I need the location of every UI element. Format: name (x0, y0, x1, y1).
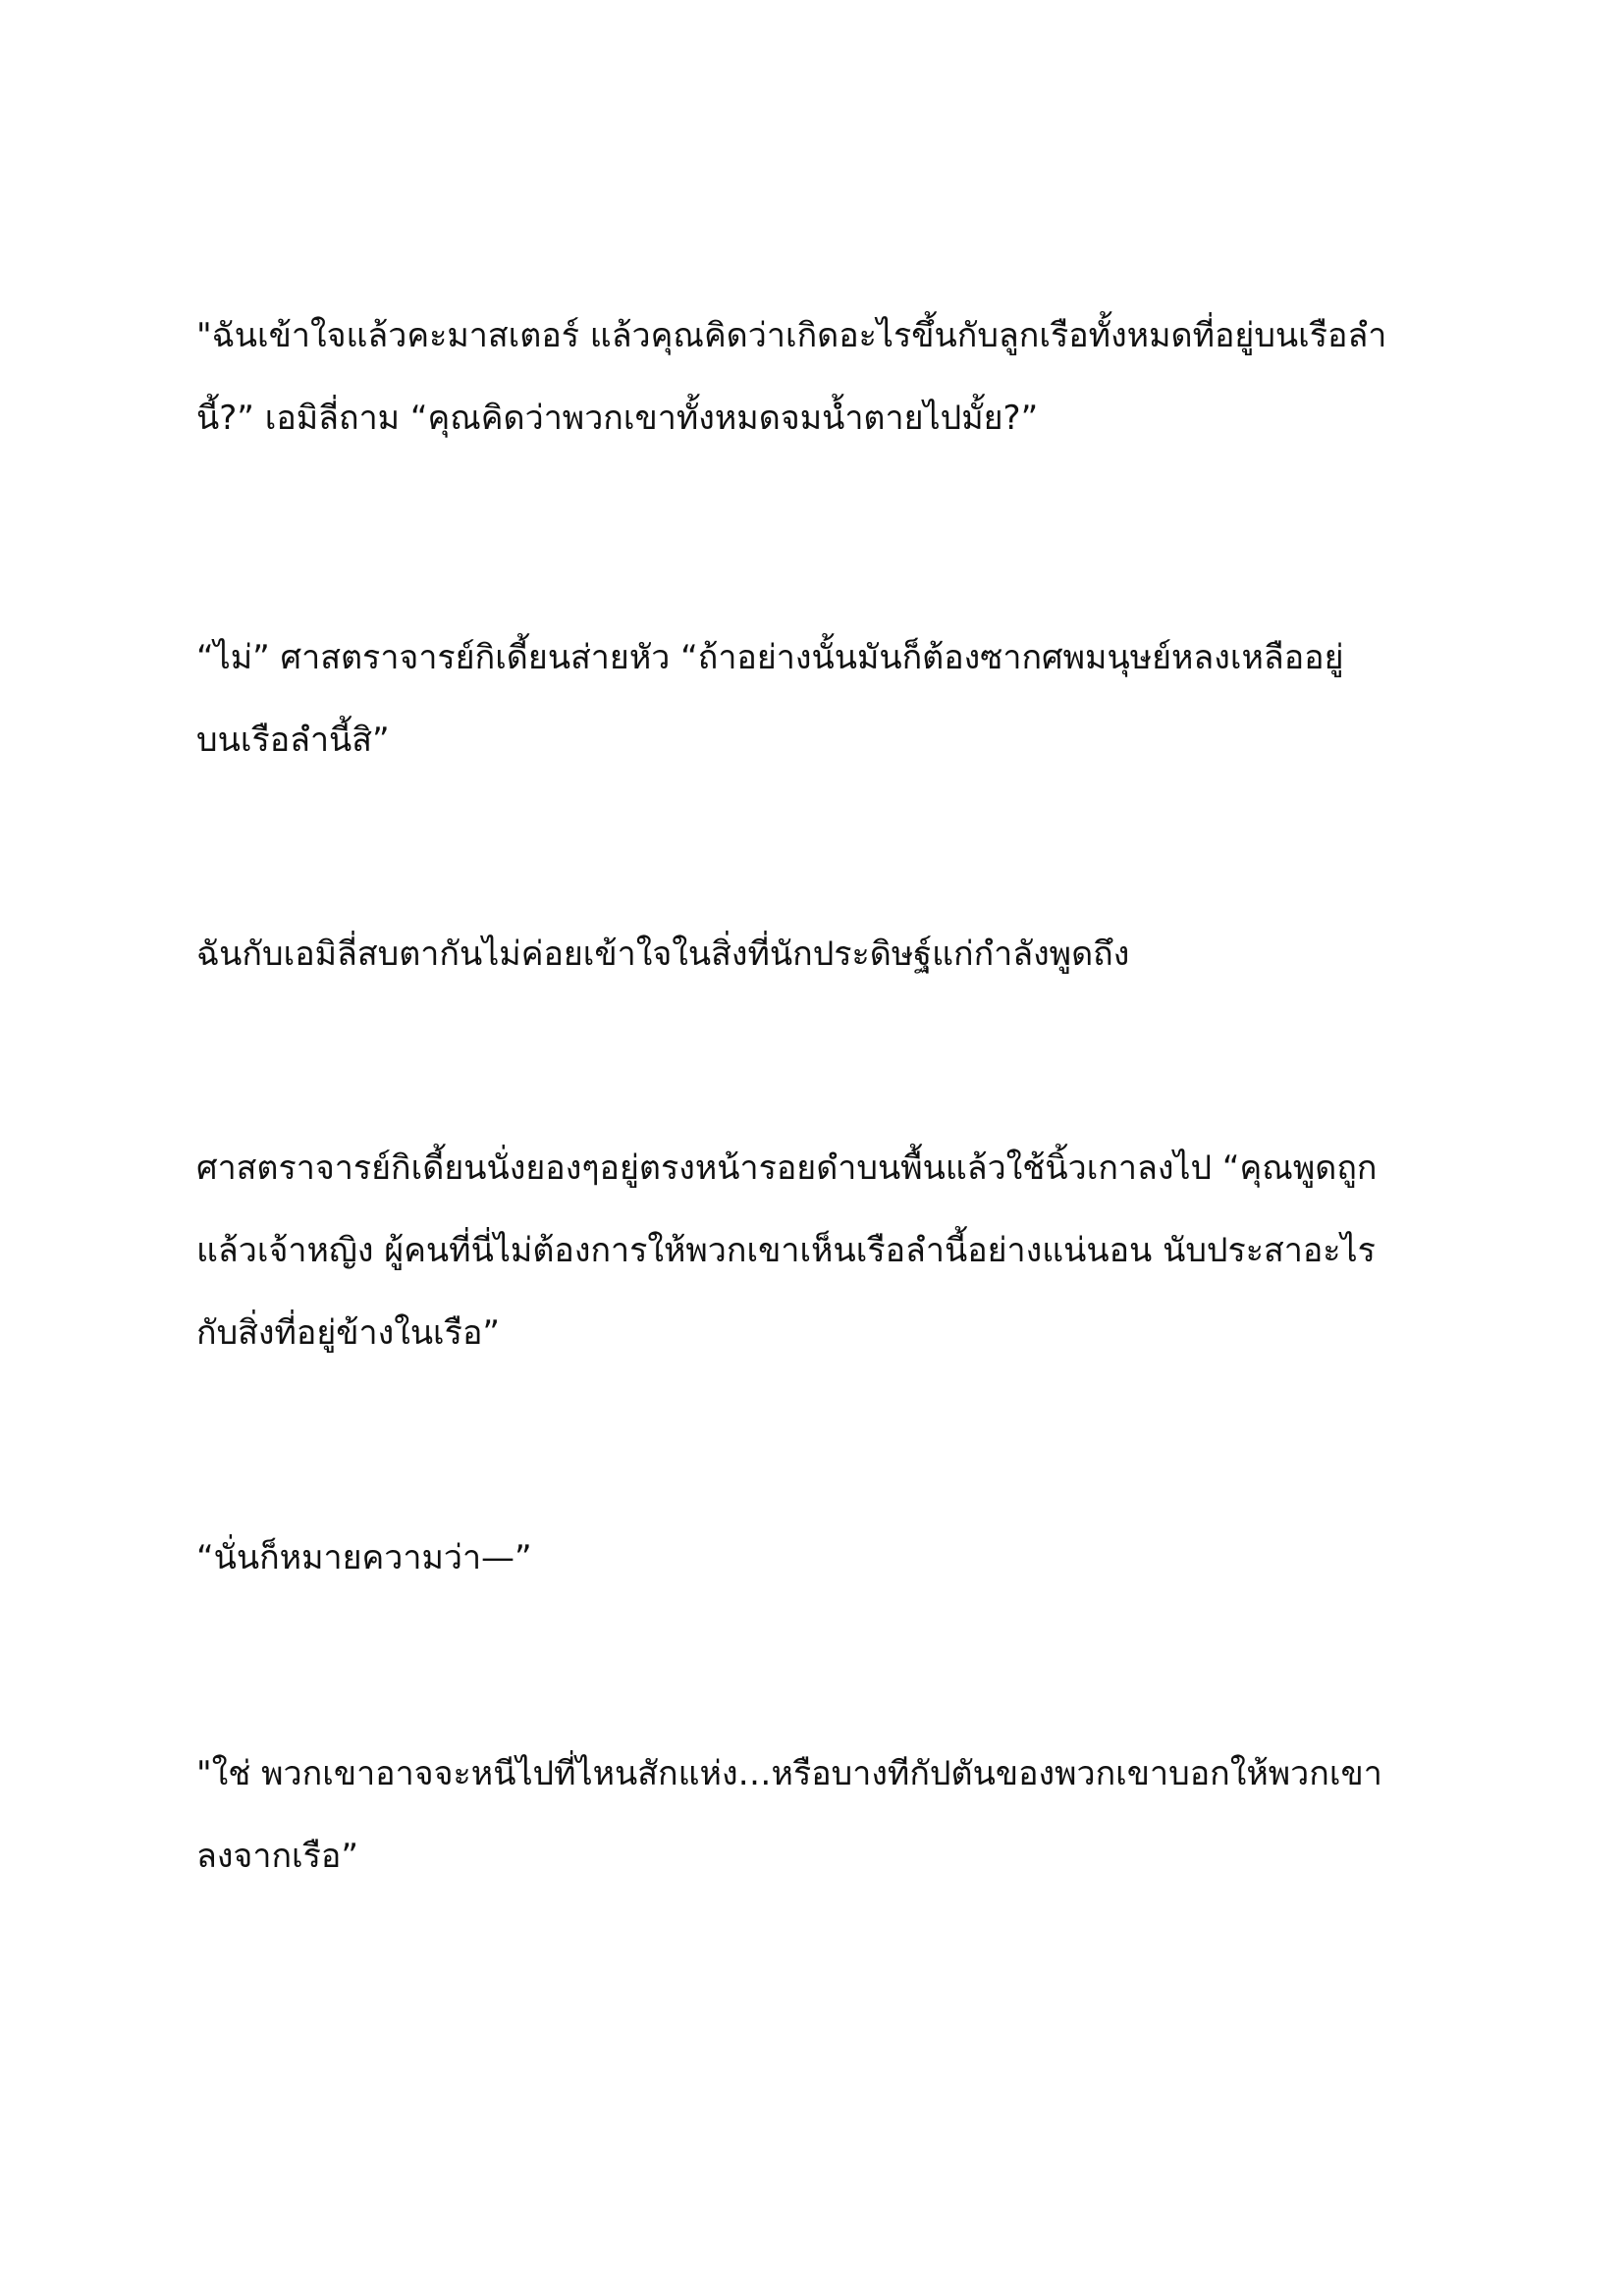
paragraph-line: "ใช่ พวกเขาอาจจะหนีไปที่ไหนสักแห่ง…หรือบางทีกัปตันของพวกเขาบอกให้พวกเขา (196, 1754, 1382, 1793)
paragraph-line: ศาสตราจารย์กิเดี้ยนนั่งยองๆอยู่ตรงหน้ารอยดำบนพื้นแล้วใช้นิ้วเกาลงไป “คุณพูดถูก (196, 1148, 1378, 1188)
paragraph-4 (196, 1127, 1453, 1374)
paragraph-3 (196, 913, 1453, 995)
paragraph-line: นี้?” เอมิลี่ถาม “คุณคิดว่าพวกเขาทั้งหมดจมน้ำตายไปมั้ย?” (196, 399, 1039, 438)
paragraph-1 (196, 294, 1453, 459)
paragraph-line: "ฉันเข้าใจแล้วคะมาสเตอร์ แล้วคุณคิดว่าเกิดอะไรขึ้นกับลูกเรือทั้งหมดที่อยู่บนเรือลำ (196, 316, 1387, 355)
paragraph-5 (196, 1517, 1453, 1599)
paragraph-line: แล้วเจ้าหญิง ผู้คนที่นี่ไม่ต้องการให้พวกเขาเห็นเรือลำนี้อย่างแน่นอน นับประสาอะไร (196, 1231, 1376, 1270)
paragraph-line: ฉันกับเอมิลี่สบตากันไม่ค่อยเข้าใจในสิ่งที่นักประดิษฐ์แก่กำลังพูดถึง (196, 934, 1130, 974)
paragraph-line: “นั่นก็หมายความว่า—” (196, 1538, 532, 1577)
paragraph-line: “ไม่” ศาสตราจารย์กิเดี้ยนส่ายหัว “ถ้าอย่างนั้นมันก็ต้องซากศพมนุษย์หลงเหลืออยู่ (196, 638, 1344, 677)
paragraph-line: ลงจากเรือ” (196, 1837, 358, 1876)
paragraph-6 (196, 1733, 1453, 1897)
paragraph-line: กับสิ่งที่อยู่ข้างในเรือ” (196, 1313, 500, 1353)
paragraph-2 (196, 616, 1453, 781)
paragraph-line: บนเรือลำนี้สิ” (196, 721, 390, 760)
